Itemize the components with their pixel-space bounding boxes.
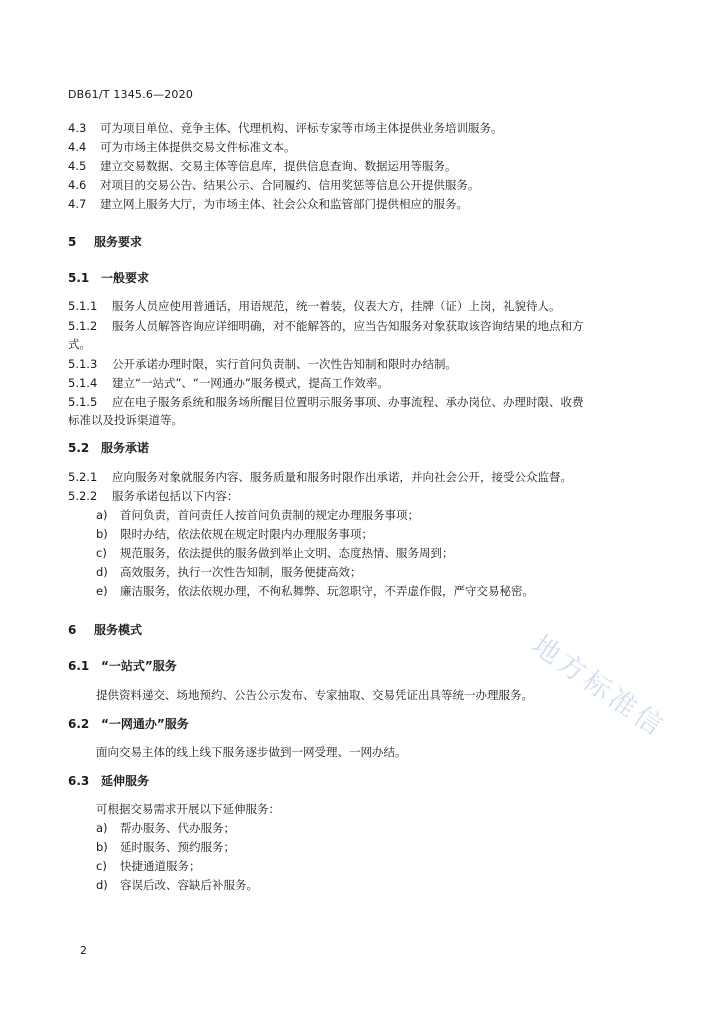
list-text: 高效服务，执行一次性告知制，服务便捷高效；: [120, 565, 362, 579]
clause-number: 4.6: [68, 178, 87, 192]
section-number: 6.2: [68, 717, 90, 731]
clause-text: 对项目的交易公告、结果公示、合同履约、信用奖惩等信息公开提供服务。: [100, 178, 480, 192]
list-text: 延时服务、预约服务；: [120, 840, 235, 854]
list-letter: d): [96, 565, 108, 579]
section-6-2-text: 面向交易主体的线上线下服务逐步做到一网受理、一网办结。: [96, 745, 407, 759]
list-letter: d): [96, 878, 108, 892]
clause-text: 建立“一站式”、“一网通办”服务模式，提高工作效率。: [112, 376, 389, 390]
clause-number: 5.1.3: [68, 357, 98, 371]
section-number: 5.1: [68, 271, 90, 285]
list-text: 首问负责，首问责任人按首问负责制的规定办理服务事项；: [120, 508, 419, 522]
list-text: 快捷通道服务；: [120, 859, 201, 873]
list-text: 容误后改、容缺后补服务。: [120, 878, 258, 892]
clause-text: 可为项目单位、竞争主体、代理机构、评标专家等市场主体提供业务培训服务。: [100, 121, 503, 135]
clause-text: 服务承诺包括以下内容：: [112, 489, 239, 503]
list-item: [96, 545, 454, 561]
clause-text: 建立网上服务大厅，为市场主体、社会公众和监管部门提供相应的服务。: [100, 197, 468, 211]
clause-text: 公开承诺办理时限，实行首问负责制、一次性告知制和限时办结制。: [112, 357, 457, 371]
list-item: [96, 583, 534, 599]
section-5-2-heading: [68, 440, 149, 456]
clause-text: 应向服务对象就服务内容、服务质量和服务时限作出承诺，并向社会公开，接受公众监督。: [112, 470, 572, 484]
list-letter: c): [96, 546, 107, 560]
section-6-2-heading: [68, 716, 189, 732]
clause-5-2-2: [68, 488, 239, 504]
clause-5-2-1: [68, 469, 572, 485]
clause-4-6: [68, 177, 480, 193]
section-title: “一站式”服务: [101, 659, 177, 673]
section-title: 服务模式: [94, 623, 143, 637]
clause-text: 可为市场主体提供交易文件标准文本。: [100, 140, 296, 154]
section-number: 6.3: [68, 774, 90, 788]
clause-number: 4.5: [68, 159, 87, 173]
clause-number: 5.1.5: [68, 395, 98, 409]
clause-4-4: [68, 139, 296, 155]
section-number: 5.2: [68, 441, 90, 455]
clause-5-1-1: [68, 298, 561, 314]
clause-text: 建立交易数据、交易主体等信息库，提供信息查询、数据运用等服务。: [100, 159, 457, 173]
clause-4-3: [68, 120, 503, 136]
section-6-3-intro: 可根据交易需求开展以下延伸服务：: [96, 802, 280, 816]
list-item: [96, 877, 258, 893]
section-number: 6: [68, 623, 77, 637]
clause-4-5: [68, 158, 457, 174]
section-5-heading: [68, 234, 142, 250]
watermark: 地方标准信: [526, 629, 671, 745]
list-item: [96, 507, 419, 523]
clause-text: 服务人员应使用普通话，用语规范，统一着装，仪表大方，挂牌（证）上岗，礼貌待人。: [112, 299, 561, 313]
section-title: “一网通办”服务: [101, 717, 189, 731]
clause-number: 4.4: [68, 140, 87, 154]
section-title: 一般要求: [101, 271, 150, 285]
clause-number: 5.1.1: [68, 299, 98, 313]
section-6-1-heading: [68, 658, 177, 674]
document-id: DB61/T 1345.6—2020: [68, 88, 194, 101]
list-text: 廉洁服务，依法依规办理，不徇私舞弊、玩忽职守，不弄虚作假，严守交易秘密。: [120, 584, 534, 598]
section-title: 服务承诺: [101, 441, 150, 455]
section-6-1-text: 提供资料递交、场地预约、公告公示发布、专家抽取、交易凭证出具等统一办理服务。: [96, 688, 533, 702]
section-title: 服务要求: [94, 235, 143, 249]
clause-number: 5.1.4: [68, 376, 98, 390]
clause-number: 5.2.2: [68, 489, 98, 503]
clause-5-1-5-continued: 标准以及投诉渠道等。: [68, 413, 183, 427]
list-text: 限时办结，依法依规在规定时限内办理服务事项；: [120, 527, 373, 541]
list-item: [96, 820, 235, 836]
list-item: [96, 839, 235, 855]
list-item: [96, 564, 362, 580]
section-number: 5: [68, 235, 77, 249]
clause-text: 服务人员解答咨询应详细明确，对不能解答的，应当告知服务对象获取该咨询结果的地点和方: [112, 319, 584, 333]
clause-number: 5.1.2: [68, 319, 98, 333]
clause-number: 5.2.1: [68, 470, 98, 484]
list-letter: b): [96, 527, 108, 541]
list-letter: c): [96, 859, 107, 873]
clause-number: 4.3: [68, 121, 87, 135]
list-letter: a): [96, 508, 108, 522]
page-number: 2: [80, 944, 87, 957]
clause-5-1-4: [68, 375, 389, 391]
list-letter: b): [96, 840, 108, 854]
list-item: [96, 526, 373, 542]
clause-5-1-2-continued: 式。: [68, 337, 91, 351]
clause-text: 应在电子服务系统和服务场所醒目位置明示服务事项、办事流程、承办岗位、办理时限、收费: [112, 395, 584, 409]
clause-5-1-3: [68, 356, 457, 372]
section-6-3-heading: [68, 773, 149, 789]
section-5-1-heading: [68, 270, 149, 286]
section-title: 延伸服务: [101, 774, 150, 788]
section-6-heading: [68, 622, 142, 638]
clause-number: 4.7: [68, 197, 87, 211]
clause-4-7: [68, 196, 468, 212]
list-text: 规范服务，依法提供的服务做到举止文明、态度热情、服务周到；: [120, 546, 454, 560]
clause-5-1-2: [68, 318, 584, 334]
list-text: 帮办服务、代办服务；: [120, 821, 235, 835]
list-item: [96, 858, 201, 874]
list-letter: a): [96, 821, 108, 835]
clause-5-1-5: [68, 394, 584, 410]
section-number: 6.1: [68, 659, 90, 673]
list-letter: e): [96, 584, 108, 598]
